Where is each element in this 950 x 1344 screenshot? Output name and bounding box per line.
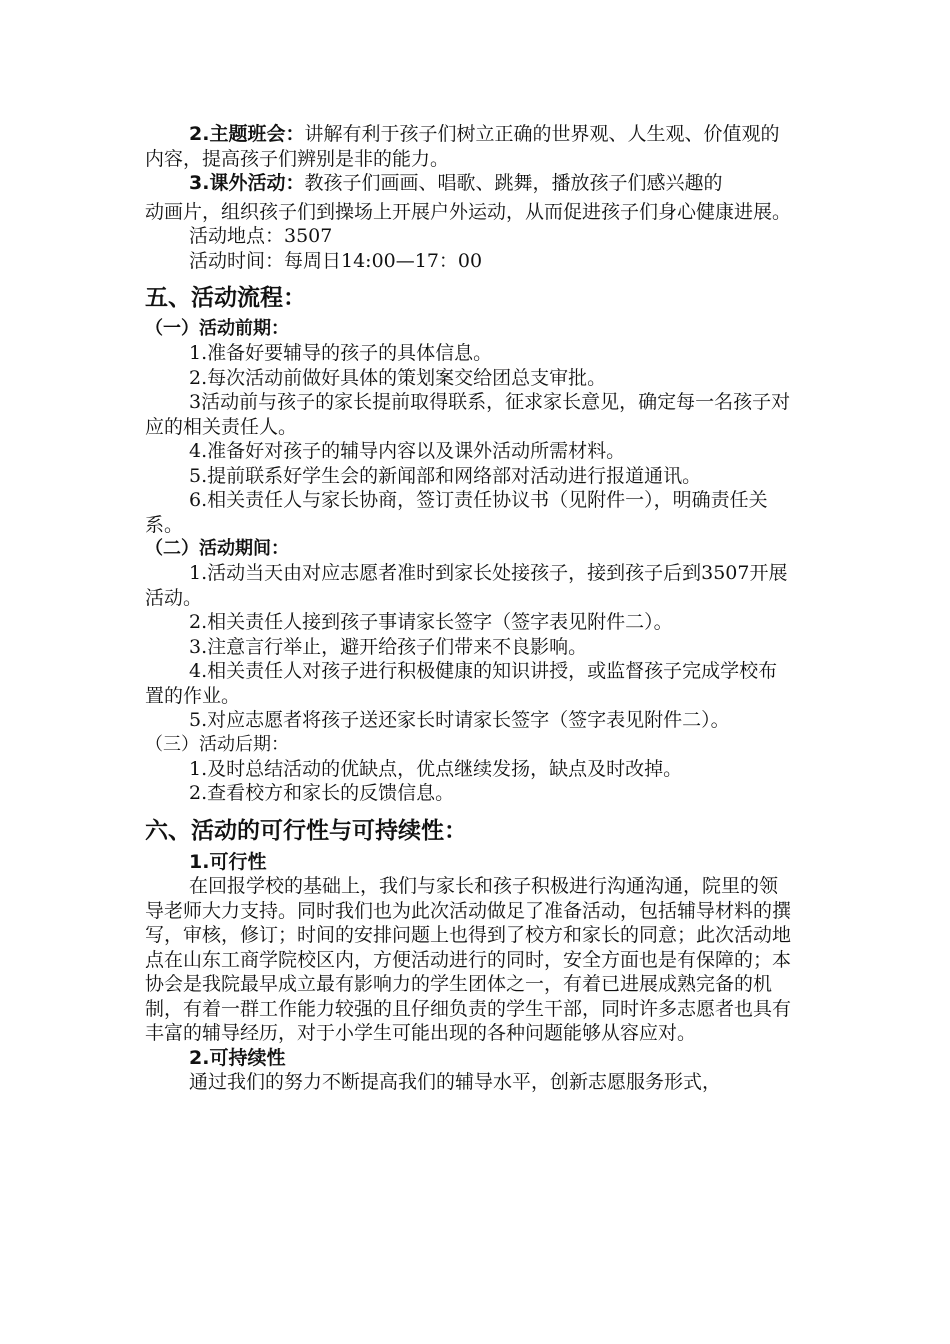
list-item: 4.准备好对孩子的辅导内容以及课外活动所需材料。 [189, 440, 626, 462]
section-heading-5: 五、活动流程： [145, 285, 306, 311]
list-item: 1.活动当天由对应志愿者准时到家长处接孩子，接到孩子后到3507开展活动。 [145, 562, 788, 609]
activity-time: 活动时间：每周日14:00—17：00 [189, 249, 483, 272]
list-item: 5.对应志愿者将孩子送还家长时请家长签字（签字表见附件二）。 [189, 709, 730, 731]
list-item: 4.相关责任人对孩子进行积极健康的知识讲授，或监督孩子完成学校布置的作业。 [145, 660, 778, 707]
paragraph-continuation: 动画片，组织孩子们到操场上开展户外运动，从而促进孩子们身心健康进展。 [145, 200, 792, 223]
paragraph-sustainability: 通过我们的努力不断提高我们的辅导水平，创新志愿服务形式， [189, 1071, 722, 1093]
paragraph-lead: 3.课外活动： [189, 172, 305, 194]
subheading-during: （二）活动期间： [145, 538, 289, 559]
list-item: 3.注意言行举止，避开给孩子们带来不良影响。 [189, 635, 588, 658]
section-heading-6: 六、活动的可行性与可持续性： [145, 817, 467, 844]
activity-location: 活动地点：3507 [189, 225, 333, 247]
document-body [145, 122, 795, 1095]
paragraph-text: 讲解有利于孩子们树立正确的世界观、人生观、价值观的内容，提高孩子们辨别是非的能力。 [145, 123, 780, 170]
subheading-feasibility: 1.可行性 [189, 850, 267, 873]
paragraph-theme-meeting [145, 122, 795, 171]
subheading-post: （三）活动后期： [145, 733, 289, 755]
list-item: 1.及时总结活动的优缺点，优点继续发扬，缺点及时改掉。 [189, 757, 683, 780]
list-item: 2.查看校方和家长的反馈信息。 [189, 782, 455, 804]
list-item: 3活动前与孩子的家长提前取得联系，征求家长意见，确定每一名孩子对应的相关责任人。 [145, 391, 791, 438]
subheading-pre: （一）活动前期： [145, 318, 289, 339]
list-item: 1.准备好要辅导的孩子的具体信息。 [189, 342, 493, 364]
subheading-sustainability: 2.可持续性 [189, 1046, 286, 1069]
list-item: 2.每次活动前做好具体的策划案交给团总支审批。 [189, 366, 607, 389]
paragraph-feasibility: 在回报学校的基础上，我们与家长和孩子积极进行沟通沟通，院里的领导老师大力支持。同时我们也为此次活动做足了准备活动，包括辅导材料的撰写，审核，修订；时间的安排问题上也得到了校方和家长的同意；此次活动地点在山东工商学院校区内，方便活动进行的同时，安全方面也是有保障的；本协会是我院最早成立最有影响力的学生团体之一，有着已进展成熟完备的机制，有着一群工作能力较强的且仔细负责的学生干部，同时许多志愿者也具有丰富的辅导经历，对于小学生可能出现的各种问题能够从容应对。 [145, 875, 792, 1044]
paragraph-text: 教孩子们画画、唱歌、跳舞，播放孩子们感兴趣的 [304, 172, 723, 194]
list-item: 2.相关责任人接到孩子事请家长签字（签字表见附件二）。 [189, 611, 673, 633]
paragraph-outdoor-activity [145, 171, 795, 196]
list-item: 6.相关责任人与家长协商，签订责任协议书（见附件一），明确责任关系。 [145, 489, 768, 536]
paragraph-lead: 2.主题班会： [189, 123, 305, 145]
list-item: 5.提前联系好学生会的新闻部和网络部对活动进行报道通讯。 [189, 464, 702, 487]
